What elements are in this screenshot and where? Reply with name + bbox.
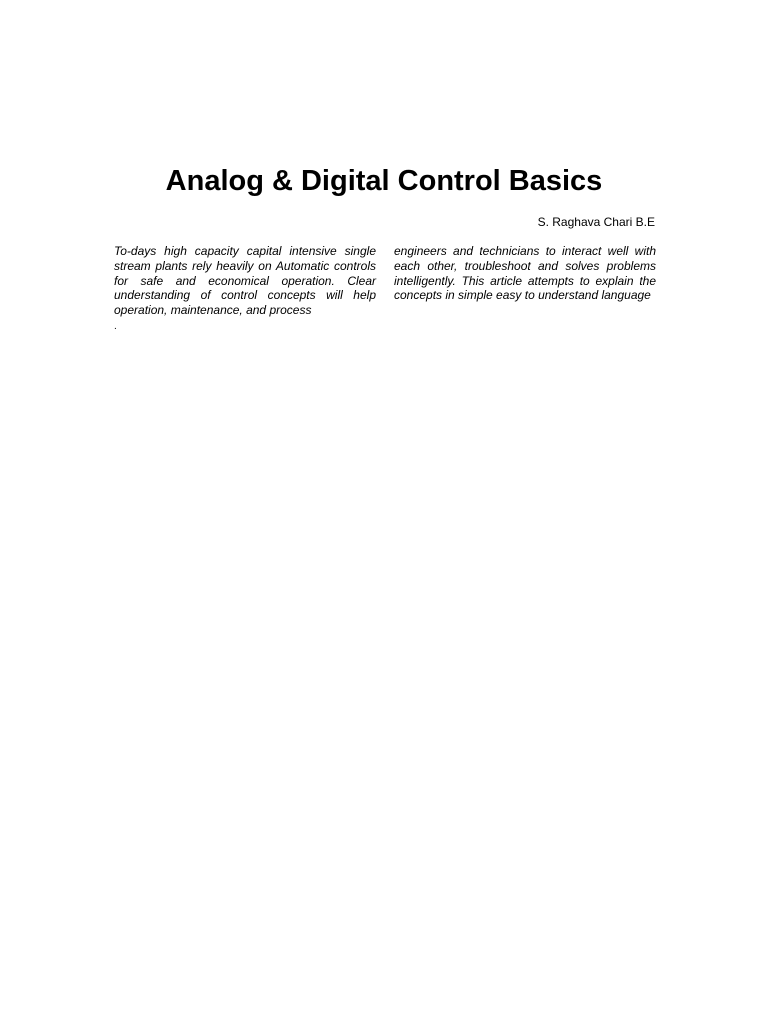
abstract-column-right: engineers and technicians to interact well with each other, troubleshoot and solves problems intelligently. This article attempts to explain the concepts in simple easy to understand language [394,244,656,303]
abstract-column-left: To-days high capacity capital intensive single stream plants rely heavily on Automatic controls for safe and economical operation. Clear understanding of control concepts will help operation, maintenance, and process [114,244,376,318]
author-line: S. Raghava Chari B.E [537,215,655,229]
document-title: Analog & Digital Control Basics [165,165,603,197]
stray-period-mark: . [114,321,117,332]
